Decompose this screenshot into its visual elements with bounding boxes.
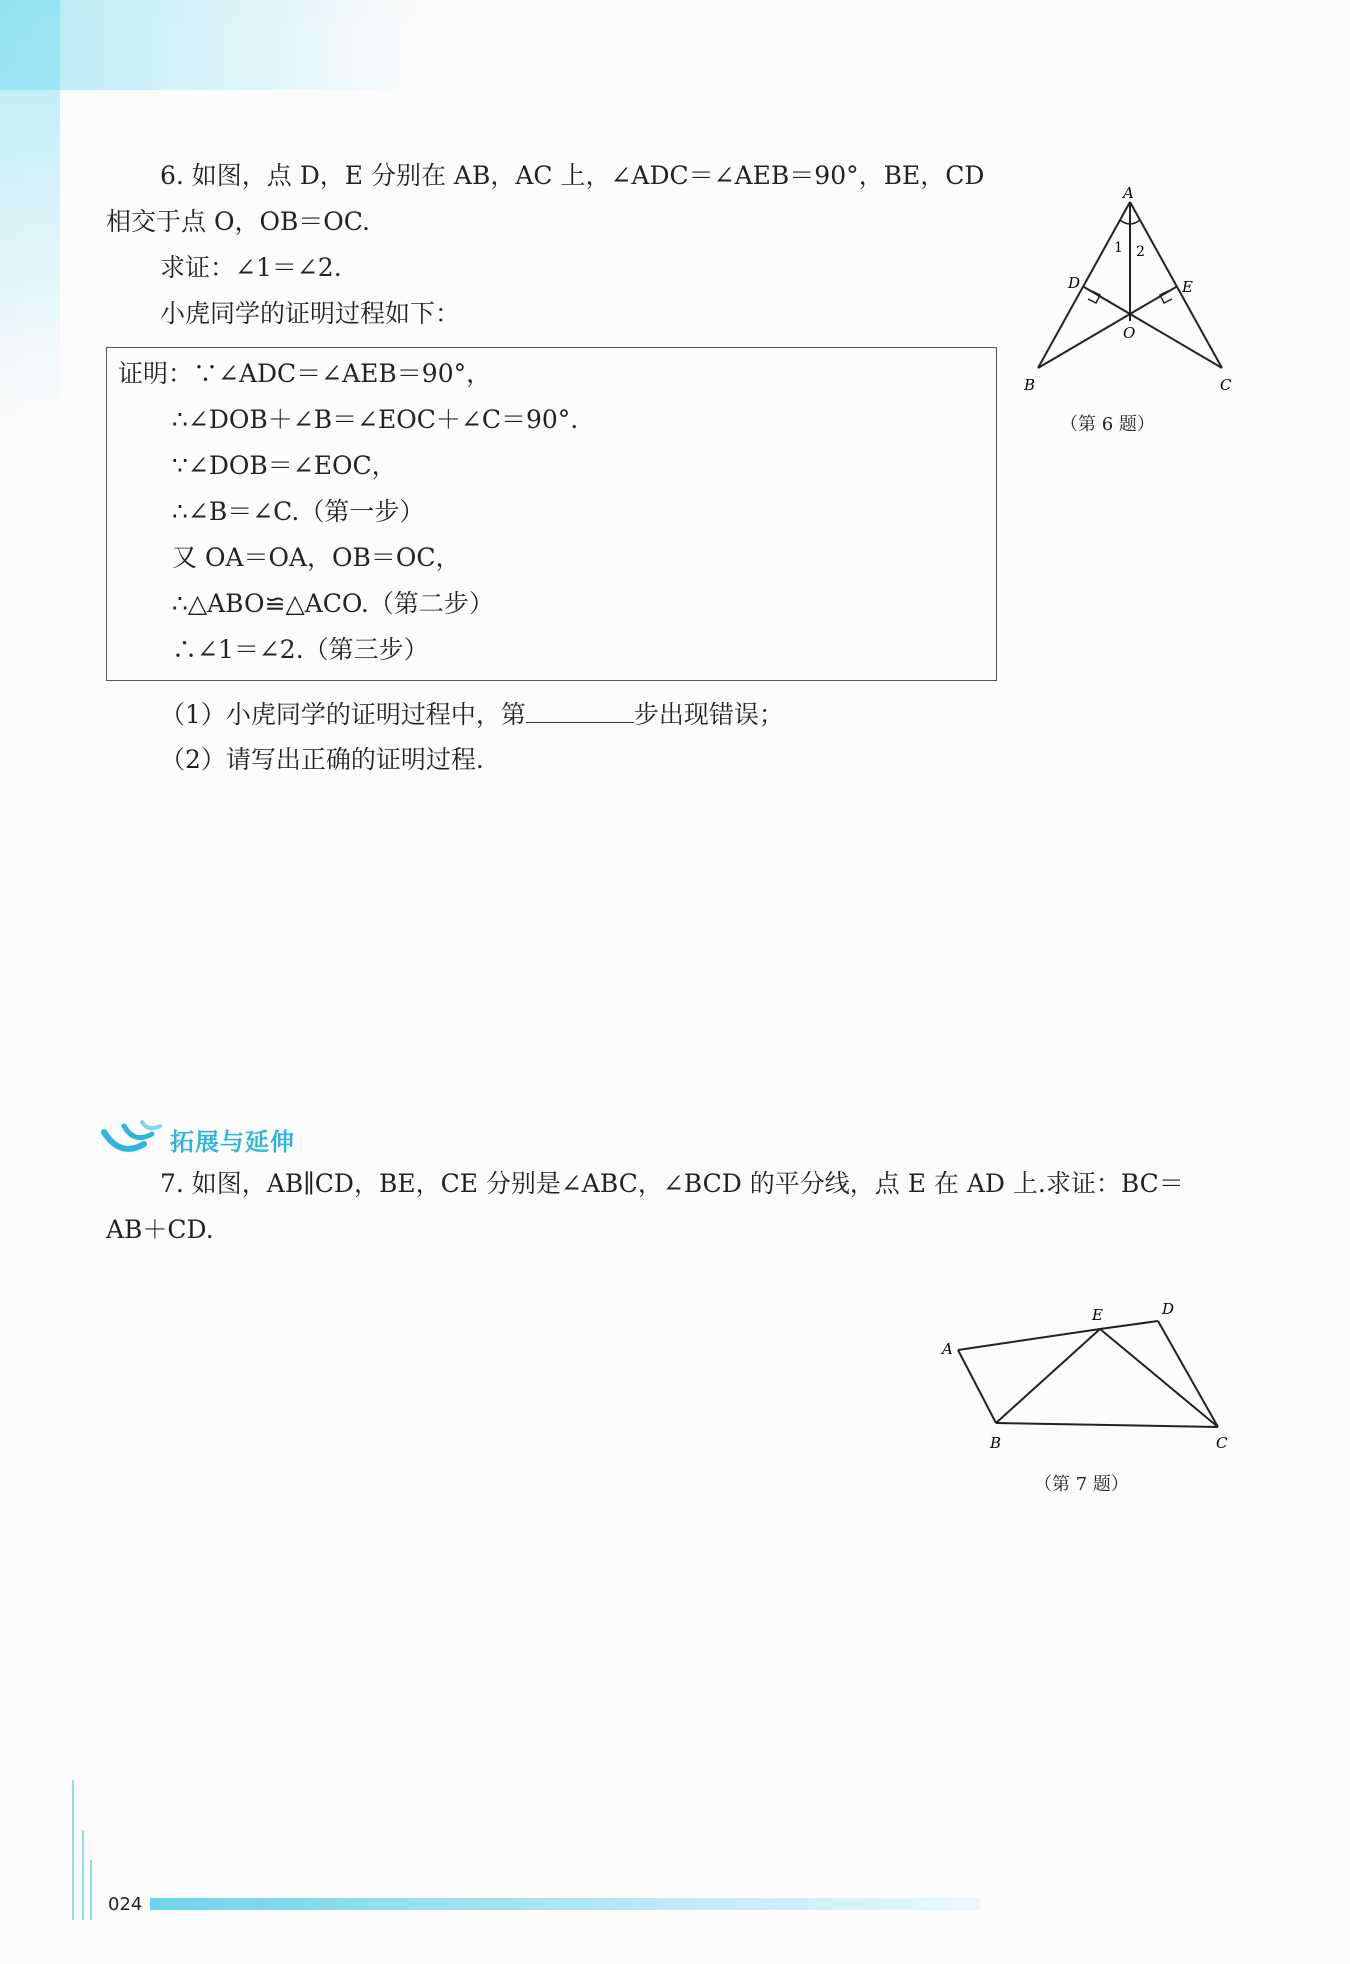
- margin-line: [82, 1830, 84, 1920]
- problem6-line1: 6. 如图，点 D，E 分别在 AB，AC 上，∠ADC＝∠AEB＝90°，BE，CD: [160, 161, 985, 190]
- wave-logo-icon: [100, 1118, 166, 1158]
- footer-bar: [150, 1898, 980, 1910]
- proof-line: 又 OA＝OA，OB＝OC，: [172, 543, 461, 572]
- proof-line: 证明：∵∠ADC＝∠AEB＝90°，: [118, 359, 492, 388]
- margin-line: [72, 1780, 74, 1920]
- problem6-line4: 小虎同学的证明过程如下：: [160, 299, 461, 328]
- figure-7-caption: （第 7 题）: [1034, 1474, 1129, 1495]
- proof-line: ∴△ABO≌△ACO.（第二步）: [172, 589, 494, 618]
- section-title: 拓展与延伸: [170, 1128, 295, 1156]
- segment-AB: [1038, 202, 1130, 368]
- segment-BE: [996, 1329, 1100, 1423]
- problem7-line2: AB＋CD.: [106, 1215, 214, 1244]
- proof-line: ∴∠DOB＋∠B＝∠EOC＋∠C＝90°.: [172, 405, 579, 434]
- label-B: B: [990, 1434, 1002, 1452]
- label-C: C: [1216, 1434, 1228, 1452]
- proof-line: ∴∠1＝∠2.（第三步）: [172, 635, 429, 664]
- corner-accent-vertical: [0, 0, 60, 420]
- label-C: C: [1220, 376, 1232, 394]
- label-angle-1: 1: [1114, 240, 1123, 256]
- problem6-line2: 相交于点 O，OB＝OC.: [106, 207, 370, 236]
- segment-ED: [1100, 1321, 1158, 1329]
- label-E: E: [1092, 1306, 1103, 1324]
- problem7-line1: 7. 如图，AB∥CD，BE，CE 分别是∠ABC，∠BCD 的平分线，点 E 在 AD 上.求证：BC＝: [160, 1169, 1184, 1198]
- label-D: D: [1162, 1300, 1175, 1318]
- label-angle-2: 2: [1136, 244, 1145, 260]
- label-A: A: [1123, 184, 1134, 202]
- figure-7: [940, 1280, 1240, 1460]
- segment-AC: [1130, 202, 1222, 368]
- figure-6-caption: （第 6 题）: [1060, 414, 1155, 435]
- label-E: E: [1182, 278, 1193, 296]
- margin-line: [90, 1860, 92, 1920]
- figure-6: [1010, 180, 1250, 400]
- question-2: （2）请写出正确的证明过程.: [160, 745, 484, 774]
- question-1: [160, 696, 784, 733]
- segment-BC: [996, 1423, 1218, 1427]
- proof-line: ∵∠DOB＝∠EOC，: [172, 451, 397, 480]
- answer-blank[interactable]: [526, 696, 634, 723]
- page-number: 024: [108, 1894, 143, 1915]
- segment-AB: [958, 1350, 996, 1423]
- label-A: A: [942, 1340, 953, 1358]
- segment-CD: [1084, 287, 1222, 368]
- problem6-line3: 求证：∠1＝∠2.: [160, 253, 342, 282]
- label-B: B: [1024, 376, 1036, 394]
- question-1-prefix: （1）小虎同学的证明过程中，第: [160, 700, 526, 729]
- segment-DC: [1158, 1321, 1218, 1427]
- question-1-suffix: 步出现错误；: [633, 700, 784, 729]
- segment-AE: [958, 1329, 1100, 1350]
- label-D: D: [1068, 274, 1081, 292]
- label-O: O: [1123, 324, 1136, 342]
- proof-line: ∴∠B＝∠C.（第一步）: [172, 497, 425, 526]
- corner-accent: [0, 0, 420, 90]
- segment-CE: [1100, 1329, 1218, 1427]
- segment-BE: [1038, 287, 1176, 368]
